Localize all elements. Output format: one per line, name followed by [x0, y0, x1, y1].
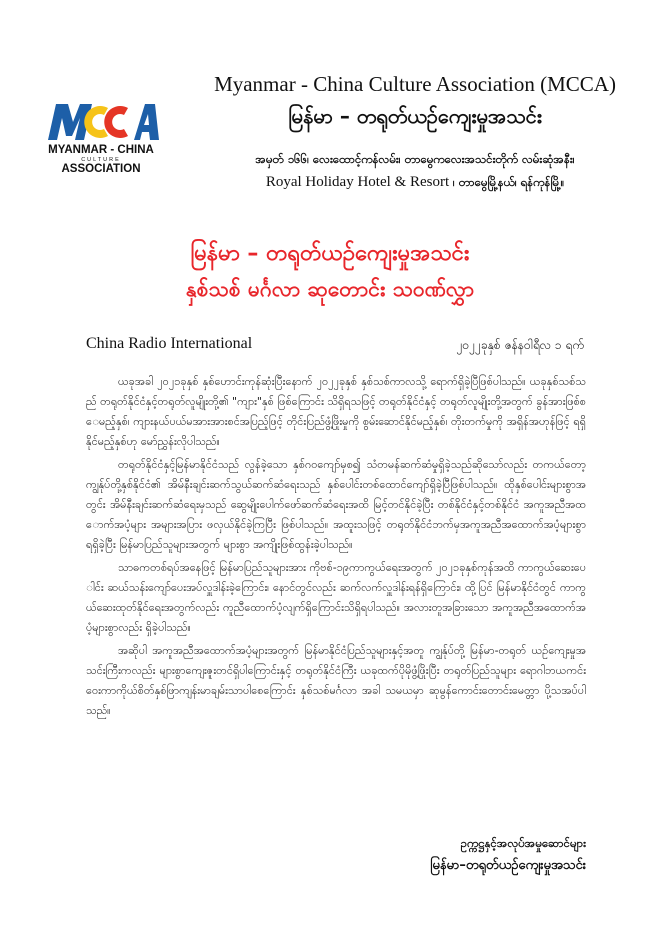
body-paragraph: သာဓကတစ်ရပ်အနေဖြင့် မြန်မာပြည်သူများအား ကိုဗစ်-၁၉ကာကွယ်ရေးအတွက် ၂၀၂၁ခုနှစ်ကုန်အထိ ကာကွယ်ဆေးပေါင်း ဆယ်သန်းကျော်ပေးအပ်လှူဒါန်းခဲ့ကြောင်း၊ နောင်တွင်လည်း ဆက်လက်လှူဒါန်းရန်ရှိကြောင်း၊ ထို့ပြင် မြန်မာနိုင်ငံတွင် ကာကွယ်ဆေးထုတ်နိုင်ရေးအတွက်လည်း ကူညီထောက်ပံ့လျက်ရှိကြောင်းသိရှိရပါသည်။ အလားတူအခြားသော အကူအညီအထောက်အပံ့များစွာလည်း ရှိခဲ့ပါသည်။: [86, 561, 586, 634]
letter-date: ၂၀၂၂ခုနှစ် ဇန်နဝါရီလ ၁ ရက်: [456, 338, 584, 352]
logo-line2: CULTURE: [81, 157, 121, 163]
logo-line1: MYANMAR - CHINA: [48, 144, 154, 156]
signature-role: ဥက္ကဋ္ဌနှင့်အလုပ်အမှုဆောင်များ: [460, 836, 586, 850]
address-hotel-name: Royal Holiday Hotel & Resort: [265, 174, 450, 190]
body-paragraph: အဆိုပါ အကူအညီအထောက်အပံ့များအတွက် မြန်မာနိုင်ငံပြည်သူများနှင့်အတူ ကျွန်ုပ်တို့ မြန်မာ-တရုတ် ယဉ်ကျေးမှုအသင်းကြီးကလည်း များစွာကျေးဇူးတင်ရှိပါကြောင်းနှင့် တရုတ်နိုင်ငံကြီး ယခုထက်ပိုမိုဖွံ့ဖြိုးပြီး တရုတ်ပြည်သူများ ရောဂါဘယကင်းဝေးကာကိုယ်စိတ်နှစ်ဖြာကျန်းမာချမ်းသာပါစေကြောင်း နှစ်သစ်မင်္ဂလာ အခါ သမယမှာ ဆုမွန်ကောင်းတောင်းမေတ္တာ ပို့သအပ်ပါသည်။: [86, 644, 586, 717]
address-line-1: အမှတ် ၁၆၆၊ လေးထောင့်ကန်လမ်း၊ တာမွေကလေးအသင်းတိုက် လမ်းဆုံအနီး၊: [255, 152, 575, 166]
signature-organization: မြန်မာ–တရုတ်ယဉ်ကျေးမှုအသင်း: [430, 858, 586, 873]
body-paragraph: တရုတ်နိုင်ငံနှင့်မြန်မာနိုင်ငံသည် လွန်ခဲ့သော နှစ်ဂဝကျော်မှစ၍ သံတမန်ဆက်ဆံမှုရှိခဲ့သည်ဆိုသော်လည်း တကယ်တော့ ကျွန်ုပ်တို့နှစ်နိုင်ငံ၏ အိမ်နီးချင်းဆက်သွယ်ဆက်ဆံရေးသည် နှစ်ပေါင်းတစ်ထောင်ကျော်ရှိခဲ့ပြီဖြစ်ပါသည်။ ထိုနှစ်ပေါင်းများစွာအတွင်း အိမ်နီးချင်းဆက်ဆံရေးမှသည် ဆွေမျိုးပေါက်ဖော်ဆက်ဆံရေးအထိ မြင့်တင်နိုင်ခဲ့ပြီး တစ်နိုင်ငံနှင့်တစ်နိုင်ငံ အကူအညီအထောက်အပံ့များ အများအပြား ဖလှယ်နိုင်ခဲ့ကြပြီး ဖြစ်ပါသည်။ အထူးသဖြင့် တရုတ်နိုင်ငံဘက်မှအကူအညီအထောက်အပံ့များစွာ ရရှိခဲ့ပြီး မြန်မာပြည်သူများအတွက် များစွာ အကျိုးဖြစ်ထွန်းခဲ့ပါသည်။: [86, 458, 586, 551]
body-paragraph: ယခုအခါ ၂၀၂၁ခုနှစ် နှစ်ဟောင်းကုန်ဆုံးပြီးနောက် ၂၀၂၂ခုနှစ် နှစ်သစ်ကာလသို့ ရောက်ရှိခဲ့ပြီဖြစ်ပါသည်။ ယခုနှစ်သစ်သည် တရုတ်နိုင်ငံနှင့်တရုတ်လူမျိုးတို့၏ "ကျား"နှစ် ဖြစ်ကြောင်း သိရှိရသဖြင့် တရုတ်နိုင်ငံနှင့် တရုတ်လူမျိုးတို့အတွက် ခွန်အားဖြစ်စေမည့်နှစ်၊ ကျားနယ်ပယ်မအားအားစင်အပြည့်ဖြင့် တိုင်းပြည်ဖွံ့ဖြိုးမှုကို စွမ်းဆောင်နိုင်မည့်နှစ်၊ တိုးတက်မှုကို အရှိန်အဟုန်ဖြင့် ရရှိနိုင်မည့်နှစ်ဟု မော်ညွှန်းလိုပါသည်။: [86, 375, 586, 448]
org-name-myanmar: မြန်မာ – တရုတ်ယဉ်ကျေးမှုအသင်း: [288, 104, 542, 128]
letter-title: မြန်မာ – တရုတ်ယဉ်ကျေးမှုအသင်း: [190, 241, 470, 266]
source-label: China Radio International: [86, 335, 253, 352]
mcca-mark: [48, 104, 159, 140]
letter-subtitle: နှစ်သစ် မင်္ဂလာ ဆုတောင်း သဝဏ်လွှာ: [185, 277, 475, 301]
logo-line3: ASSOCIATION: [61, 163, 141, 175]
letterhead: [0, 0, 660, 210]
letter-body: [86, 372, 586, 724]
address-township: ၊ တာမွေမြို့နယ်၊ ရန်ကုန်မြို့။: [452, 175, 565, 189]
address-line-2: [190, 174, 640, 192]
mcca-logo: [42, 96, 160, 176]
org-name-english: Myanmar - China Culture Association (MCCA): [214, 72, 616, 96]
